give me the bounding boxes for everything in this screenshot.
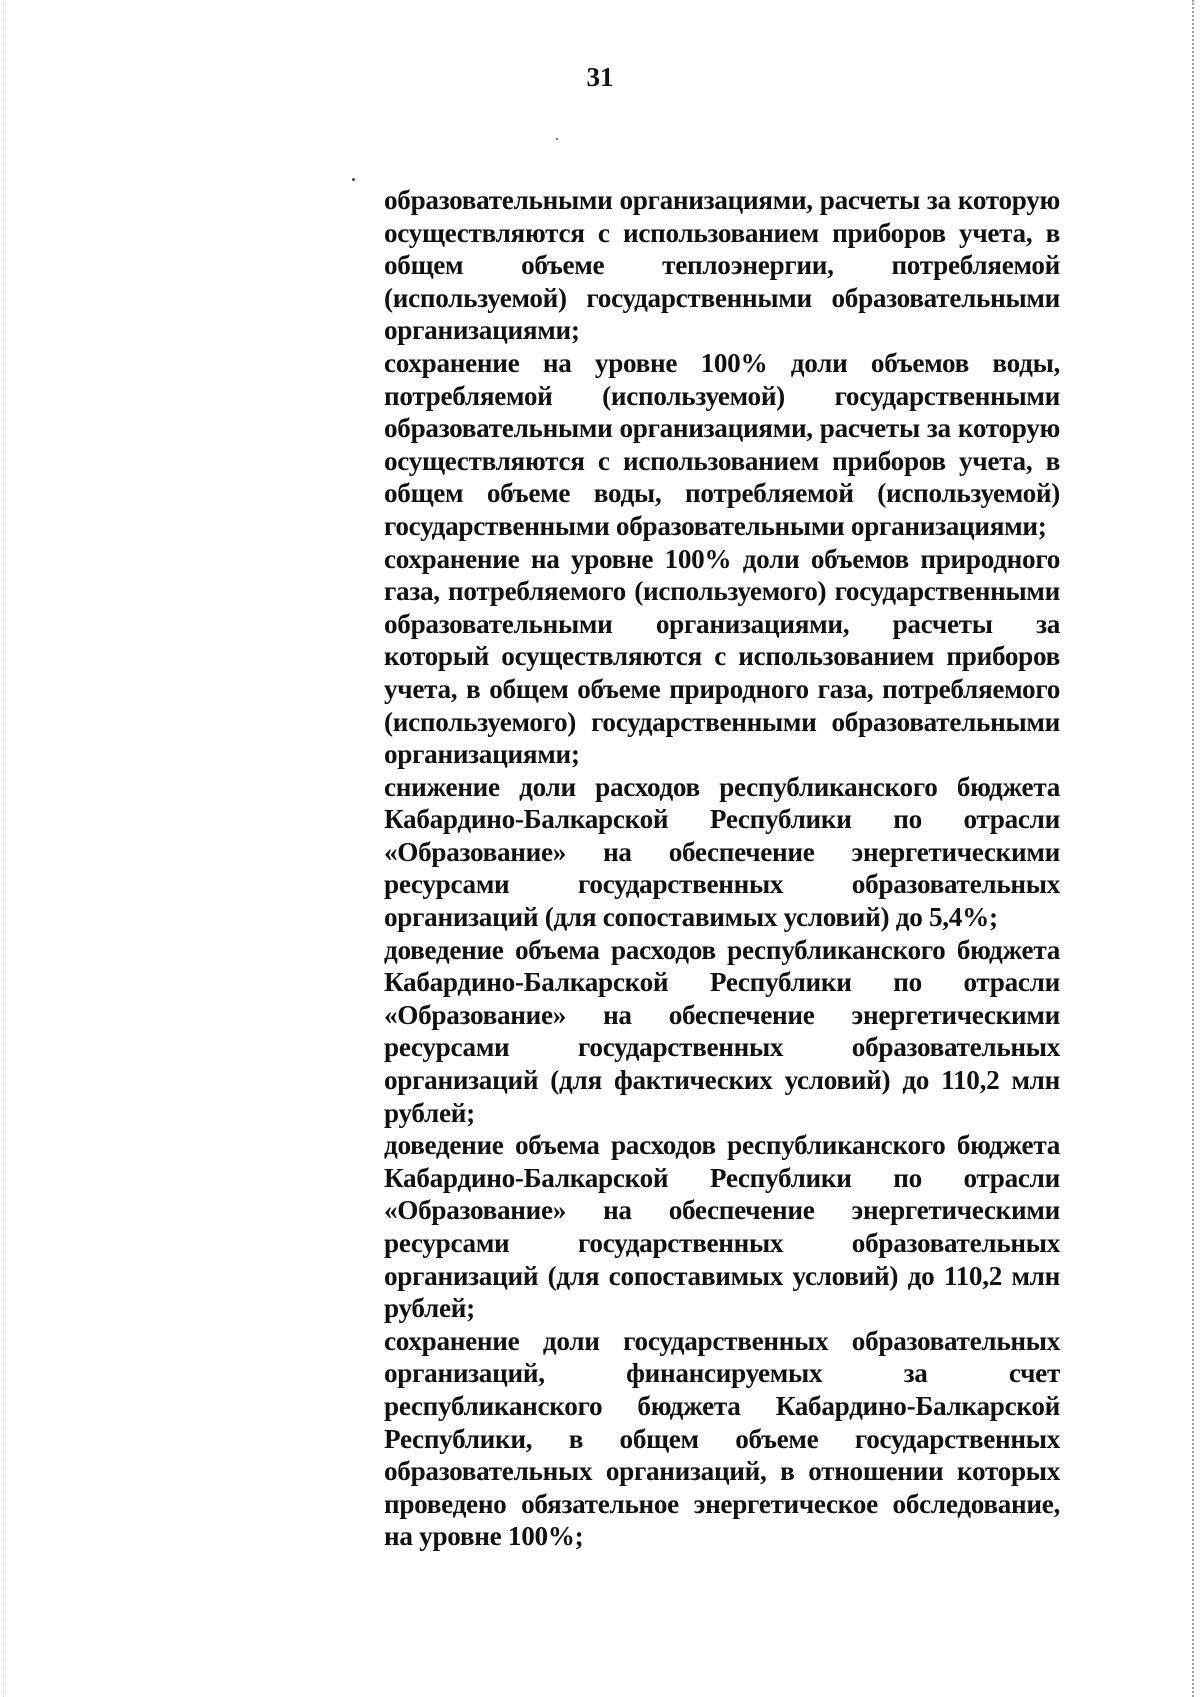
scan-edge-right bbox=[1192, 0, 1200, 1697]
paragraph-budget-share: снижение доли расходов республиканского бюджета Кабардино-Балкарской Республики по отрасли «Образование» на обеспечение энергетическими ресурсами государственных образовательных организаций (для сопоставимых условий) до 5,4%; bbox=[384, 771, 1060, 933]
paragraph-energy-audit: сохранение доли государственных образовательных организаций, финансируемых за счет республиканского бюджета Кабардино-Балкарской Республики, в общем объеме государственных образовательных организаций, в отношении которых проведено обязательное энергетическое обследование, на уровне 100%; bbox=[384, 1325, 1060, 1552]
document-body bbox=[384, 184, 1060, 1553]
paragraph-budget-actual: доведение объема расходов республиканского бюджета Кабардино-Балкарской Республики по отрасли «Образование» на обеспечение энергетическими ресурсами государственных образовательных организаций (для фактических условий) до 110,2 млн рублей; bbox=[384, 934, 1060, 1128]
scan-speck bbox=[352, 178, 355, 181]
paragraph-gas-metering: сохранение на уровне 100% доли объемов природного газа, потребляемого (используемого) государственными образовательными организациями, расчеты за который осуществляются с использованием приборов учета, в общем объеме природного газа, потребляемого (используемого) государственными образовательными организациями; bbox=[384, 543, 1060, 770]
scan-edge-left bbox=[0, 0, 4, 1697]
scan-speck bbox=[556, 138, 558, 140]
paragraph-budget-comparable: доведение объема расходов республиканского бюджета Кабардино-Балкарской Республики по отрасли «Образование» на обеспечение энергетическими ресурсами государственных образовательных организаций (для сопоставимых условий) до 110,2 млн рублей; bbox=[384, 1130, 1060, 1324]
paragraph-heat-metering: образовательными организациями, расчеты за которую осуществляются с использованием приборов учета, в общем объеме теплоэнергии, потребляемой (используемой) государственными образовательными организациями; bbox=[384, 185, 1060, 346]
page-number: 31 bbox=[586, 62, 614, 92]
paragraph-water-metering: сохранение на уровне 100% доли объемов воды, потребляемой (используемой) государственными образовательными организациями, расчеты за которую осуществляются с использованием приборов учета, в общем объеме воды, потребляемой (используемой) государственными образовательными организациями; bbox=[384, 347, 1060, 541]
